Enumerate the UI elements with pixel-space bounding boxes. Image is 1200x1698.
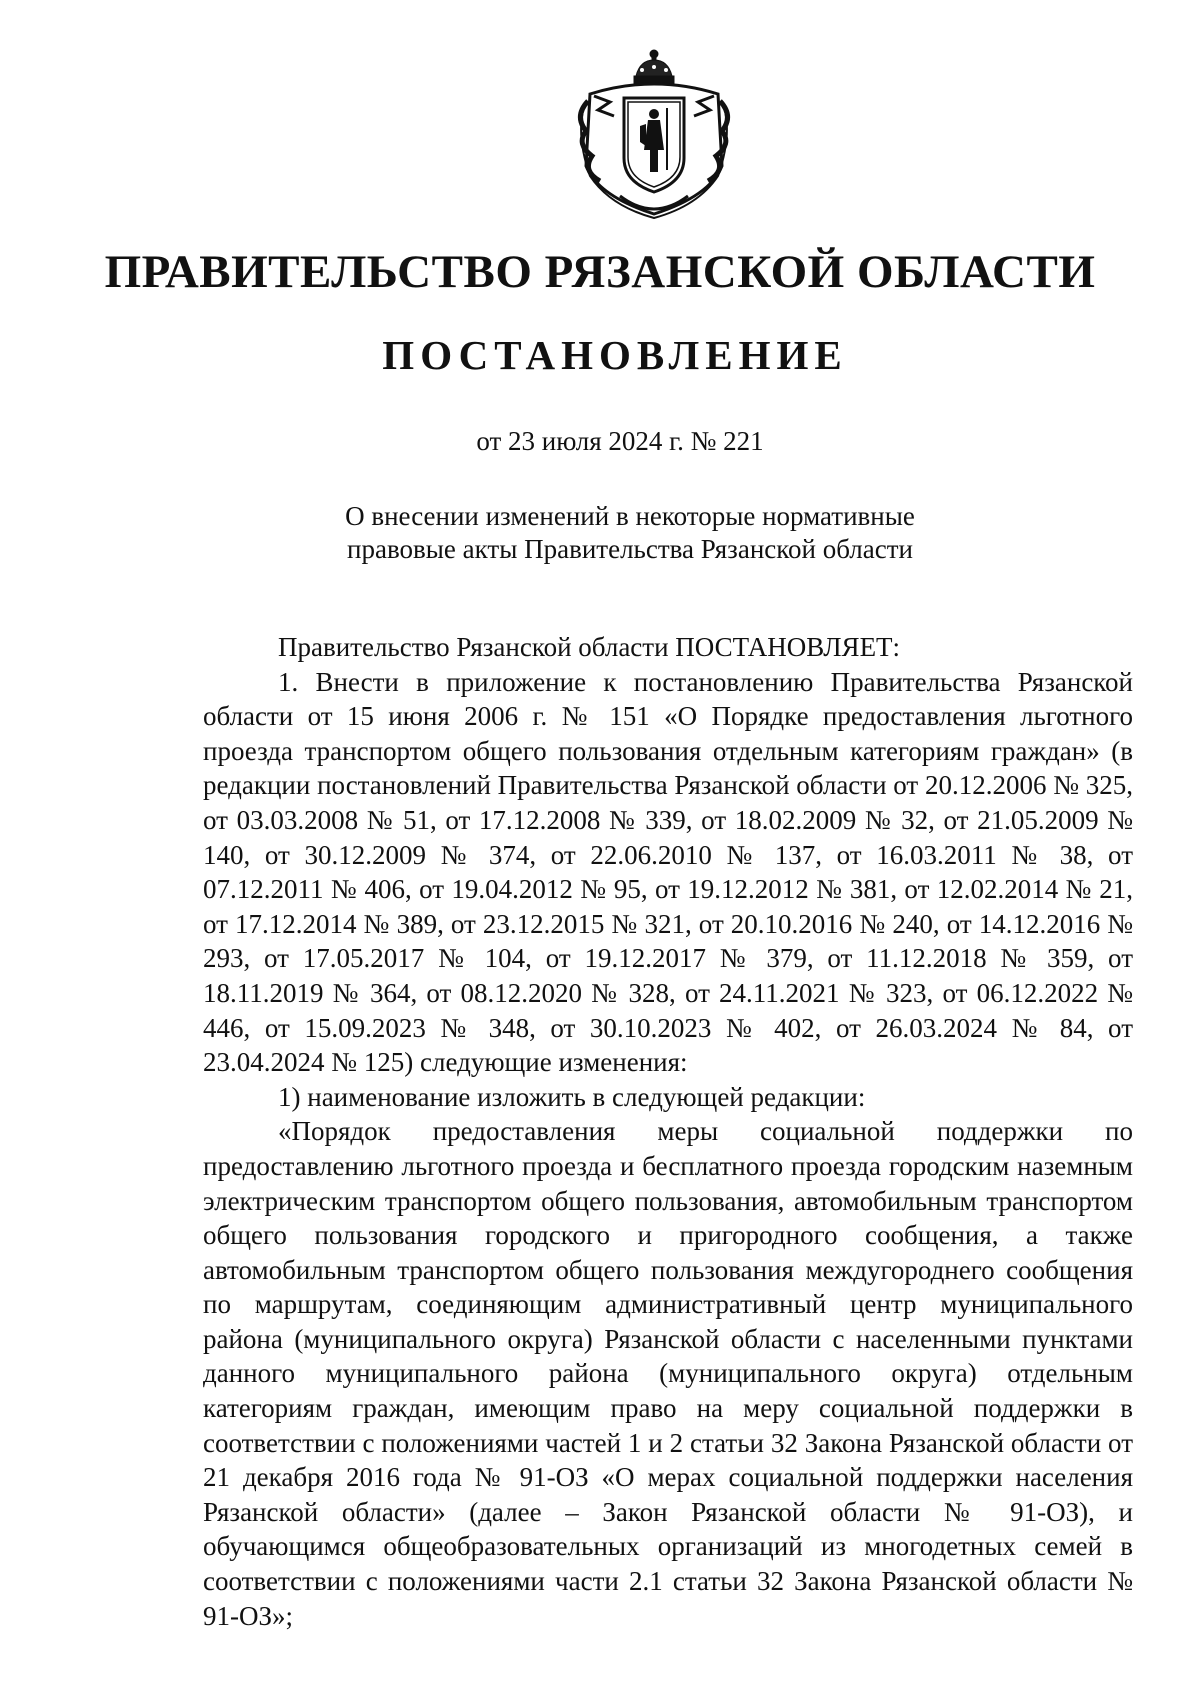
preamble-paragraph: Правительство Рязанской области ПОСТАНОВЛЯЕТ: (278, 632, 901, 662)
item-1-paragraph: 1. Внести в приложение к постановлению Правительства Рязанской области от 15 июня 2006 г. № 151 «О Порядке предоставления льготного проезда транспортом общего пользования отдельным категориям граждан» (в редакции постановлений Правительства Рязанской области от 20.12.2006 № 325, от 03.03.2008 № 51, от 17.12.2008 № 339, от 18.02.2009 № 32, от 21.05.2009 № 140, от 30.12.2009 № 374, от 22.06.2010 № 137, от 16.03.2011 № 38, от 07.12.2011 № 406, от 19.04.2012 № 95, от 19.12.2012 № 381, от 12.02.2014 № 21, от 17.12.2014 № 389, от 23.12.2015 № 321, от 20.10.2016 № 240, от 14.12.2016 № 293, от 17.05.2017 № 104, от 19.12.2017 № 379, от 11.12.2018 № 359, от 18.11.2019 № 364, от 08.12.2020 № 328, от 24.11.2021 № 323, от 06.12.2022 № 446, от 15.09.2023 № 348, от 30.10.2023 № 402, от 26.03.2024 № 84, от 23.04.2024 № 125) следующие изменения: (203, 666, 1133, 1078)
quoted-title-paragraph: «Порядок предоставления меры социальной поддержки по предоставлению льготного проезда и бесплатного проезда городским наземным электрическим транспортом общего пользования, автомобильным транспортом общего пользования городского и пригородного сообщения, а также автомобильным транспортом общего пользования междугороднего сообщения по маршрутам, соединяющим административный центр муниципального района (муниципального округа) Рязанской области с населенными пунктами данного муниципального района (муниципального округа) отдельным категориям граждан, имеющим право на меру социальной поддержки в соответствии с положениями частей 1 и 2 статьи 32 Закона Рязанской области от 21 декабря 2016 года № 91-ОЗ «О мерах социальной поддержки населения Рязанской области» (далее – Закон Рязанской области № 91-ОЗ), и обучающимся общеобразовательных организаций из многодетных семей в соответствии с положениями части 2.1 статьи 32 Закона Рязанской области № 91-ОЗ»; (203, 1116, 1133, 1631)
document-type-title: ПОСТАНОВЛЕНИЕ (382, 332, 848, 378)
organization-title: ПРАВИТЕЛЬСТВО РЯЗАНСКОЙ ОБЛАСТИ (104, 246, 1096, 298)
document-body (203, 630, 1133, 1633)
subitem-1-paragraph: 1) наименование изложить в следующей редакции: (278, 1081, 866, 1112)
document-subject (0, 500, 1200, 566)
document-date-number: от 23 июля 2024 г. № 221 (476, 426, 764, 456)
subject-line-1: О внесении изменений в некоторые нормативные (345, 501, 915, 531)
subject-line-2: правовые акты Правительства Рязанской области (347, 534, 913, 564)
coat-of-arms-icon (570, 46, 738, 221)
coat-of-arms-emblem (570, 46, 738, 221)
